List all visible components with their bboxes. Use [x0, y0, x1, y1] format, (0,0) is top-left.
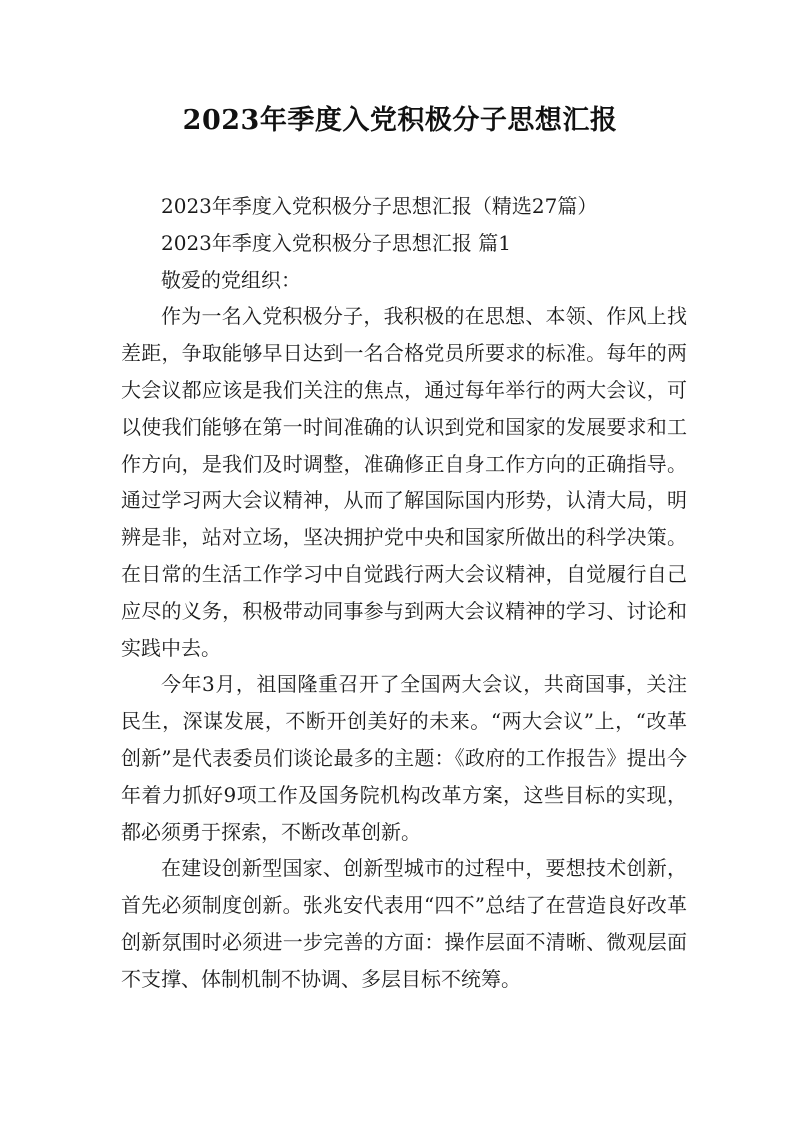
body-paragraph: 在建设创新型国家、创新型城市的过程中，要想技术创新，首先必须制度创新。张兆安代表用“四不”总结了在营造良好改革创新氛围时必须进一步完善的方面：操作层面不清晰、微观层面不支撑、体制机制不协调、多层目标不统筹。 [121, 856, 687, 991]
salutation: 敬爱的党组织： [161, 267, 301, 292]
body-paragraph: 今年3月，祖国隆重召开了全国两大会议，共商国事，关注民生，深谋发展，不断开创美好的未来。“两大会议”上，“改革创新”是代表委员们谈论最多的主题：《政府的工作报告》提出今年着力抓好9项工作及国务院机构改革方案，这些目标的实现，都必须勇于探索，不断改革创新。 [121, 672, 687, 844]
body-paragraph: 作为一名入党积极分子，我积极的在思想、本领、作风上找差距，争取能够早日达到一名合格党员所要求的标准。每年的两大会议都应该是我们关注的焦点，通过每年举行的两大会议，可以使我们能够在第一时间准确的认识到党和国家的发展要求和工作方向，是我们及时调整，准确修正自身工作方向的正确指导。通过学习两大会议精神，从而了解国际国内形势，认清大局，明辨是非，站对立场，坚决拥护党中央和国家所做出的科学决策。在日常的生活工作学习中自觉践行两大会议精神，自觉履行自己应尽的义务，积极带动同事参与到两大会议精神的学习、讨论和实践中去。 [121, 304, 687, 660]
document-body [121, 188, 687, 998]
document-title: 2023年季度入党积极分子思想汇报 [182, 105, 618, 136]
section-heading: 2023年季度入党积极分子思想汇报 篇1 [161, 230, 511, 255]
subtitle-paragraph: 2023年季度入党积极分子思想汇报（精选27篇） [161, 194, 598, 218]
